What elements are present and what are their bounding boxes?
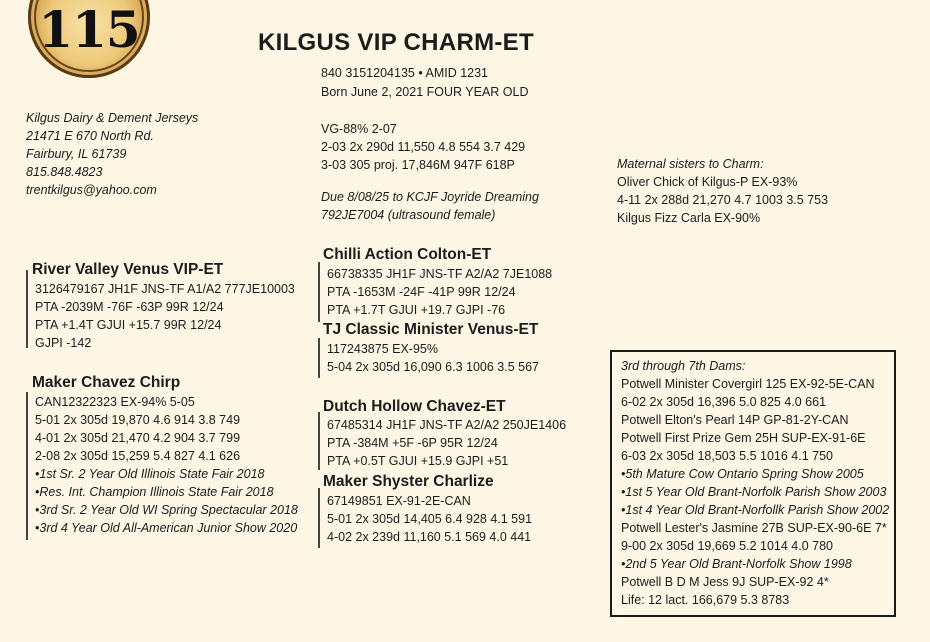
sire-name: River Valley Venus VIP-ET	[32, 261, 224, 278]
sire-gjpi: GJPI -142	[35, 336, 92, 350]
sire-ids: 3126479167 JH1F JNS-TF A1/A2 777JE10003	[35, 282, 295, 296]
dam-bracket-vertical	[26, 392, 28, 540]
dams-box-heading: 3rd through 7th Dams:	[621, 359, 746, 373]
sire-sire-ids: 66738335 JH1F JNS-TF A2/A2 7JE1088	[327, 267, 553, 281]
dam-dam-record-1: 5-01 2x 305d 14,405 6.4 928 4.1 591	[327, 512, 533, 526]
animal-born: Born June 2, 2021 FOUR YEAR OLD	[321, 85, 529, 99]
consignor-city: Fairbury, IL 61739	[26, 147, 127, 161]
dams-box-line-3: Potwell Elton's Pearl 14P GP-81-2Y-CAN	[621, 413, 849, 427]
sire-dam-record: 5-04 2x 305d 16,090 6.3 1006 3.5 567	[327, 360, 539, 374]
dams-box-line-7: •1st 5 Year Old Brant-Norfolk Parish Show 2003	[621, 485, 887, 499]
dam-honor-4: •3rd 4 Year Old All-American Junior Show 2020	[35, 521, 298, 535]
dam-record-3: 2-08 2x 305d 15,259 5.4 827 4.1 626	[35, 449, 241, 463]
dam-sire-bracket-vertical	[318, 412, 320, 470]
consignor-phone: 815.848.4823	[26, 165, 103, 179]
sire-dam-name: TJ Classic Minister Venus-ET	[323, 321, 539, 338]
sire-sire-pta-2: PTA +1.7T GJUI +19.7 GJPI -76	[327, 303, 506, 317]
dams-box-line-5: 6-03 2x 305d 18,503 5.5 1016 4.1 750	[621, 449, 833, 463]
consignor-email: trentkilgus@yahoo.com	[26, 183, 157, 197]
maternal-sister-1-record: 4-11 2x 288d 21,270 4.7 1003 3.5 753	[617, 193, 829, 207]
animal-record-1: 2-03 2x 290d 11,550 4.8 554 3.7 429	[321, 140, 526, 154]
sire-pta-1: PTA -2039M -76F -63P 99R 12/24	[35, 300, 224, 314]
dams-box-line-11: •2nd 5 Year Old Brant-Norfolk Show 1998	[621, 557, 852, 571]
animal-due-service: 792JE7004 (ultrasound female)	[321, 208, 496, 222]
animal-due-date: Due 8/08/25 to KCJF Joyride Dreaming	[321, 190, 539, 204]
dams-box-line-9: Potwell Lester's Jasmine 27B SUP-EX-90-6E 7*	[621, 521, 887, 535]
dams-box-line-2: 6-02 2x 305d 16,396 5.0 825 4.0 661	[621, 395, 827, 409]
lot-number-badge	[28, 0, 150, 78]
dam-ids: CAN12322323 EX-94% 5-05	[35, 395, 195, 409]
dams-box-line-8: •1st 4 Year Old Brant-Norfollk Parish Show 2002	[621, 503, 890, 517]
dam-dam-record-2: 4-02 2x 239d 11,160 5.1 569 4.0 441	[327, 530, 532, 544]
dams-box-line-13: Life: 12 lact. 166,679 5.3 8783	[621, 593, 790, 607]
animal-record-2: 3-03 305 proj. 17,846M 947F 618P	[321, 158, 515, 172]
dams-box-line-4: Potwell First Prize Gem 25H SUP-EX-91-6E	[621, 431, 866, 445]
animal-title: KILGUS VIP CHARM-ET	[258, 29, 534, 56]
sire-sire-bracket-vertical	[318, 262, 320, 322]
dam-sire-pta-1: PTA -384M +5F -6P 95R 12/24	[327, 436, 498, 450]
dams-box-line-10: 9-00 2x 305d 19,669 5.2 1014 4.0 780	[621, 539, 833, 553]
dams-box-line-6: •5th Mature Cow Ontario Spring Show 2005	[621, 467, 864, 481]
dam-dam-ids: 67149851 EX-91-2E-CAN	[327, 494, 471, 508]
sire-bracket-vertical	[26, 270, 28, 348]
sire-dam-bracket-vertical	[318, 338, 320, 378]
sire-pta-2: PTA +1.4T GJUI +15.7 99R 12/24	[35, 318, 222, 332]
dams-box-line-1: Potwell Minister Covergirl 125 EX-92-5E-CAN	[621, 377, 875, 391]
dam-name: Maker Chavez Chirp	[32, 374, 181, 391]
dam-sire-pta-2: PTA +0.5T GJUI +15.9 GJPI +51	[327, 454, 509, 468]
sire-dam-ids: 117243875 EX-95%	[327, 342, 438, 356]
dam-sire-name: Dutch Hollow Chavez-ET	[323, 398, 506, 415]
animal-ids: 840 3151204135 • AMID 1231	[321, 66, 489, 80]
dam-honor-3: •3rd Sr. 2 Year Old WI Spring Spectacular 2018	[35, 503, 298, 517]
dam-dam-bracket-vertical	[318, 488, 320, 548]
maternal-sisters-heading: Maternal sisters to Charm:	[617, 157, 764, 171]
dam-sire-ids: 67485314 JH1F JNS-TF A2/A2 250JE1406	[327, 418, 567, 432]
maternal-sister-1-name: Oliver Chick of Kilgus-P EX-93%	[617, 175, 798, 189]
animal-classification: VG-88% 2-07	[321, 122, 397, 136]
dam-record-2: 4-01 2x 305d 21,470 4.2 904 3.7 799	[35, 431, 241, 445]
dam-honor-2: •Res. Int. Champion Illinois State Fair 2018	[35, 485, 274, 499]
dam-honor-1: •1st Sr. 2 Year Old Illinois State Fair 2018	[35, 467, 265, 481]
dams-box-line-12: Potwell B D M Jess 9J SUP-EX-92 4*	[621, 575, 829, 589]
dam-dam-name: Maker Shyster Charlize	[323, 473, 494, 490]
sire-sire-name: Chilli Action Colton-ET	[323, 246, 492, 263]
sire-sire-pta-1: PTA -1653M -24F -41P 99R 12/24	[327, 285, 516, 299]
dam-record-1: 5-01 2x 305d 19,870 4.6 914 3.8 749	[35, 413, 241, 427]
consignor-name: Kilgus Dairy & Dement Jerseys	[26, 111, 199, 125]
lot-number: 115	[38, 0, 140, 59]
maternal-sister-2-name: Kilgus Fizz Carla EX-90%	[617, 211, 761, 225]
consignor-address: 21471 E 670 North Rd.	[26, 129, 154, 143]
